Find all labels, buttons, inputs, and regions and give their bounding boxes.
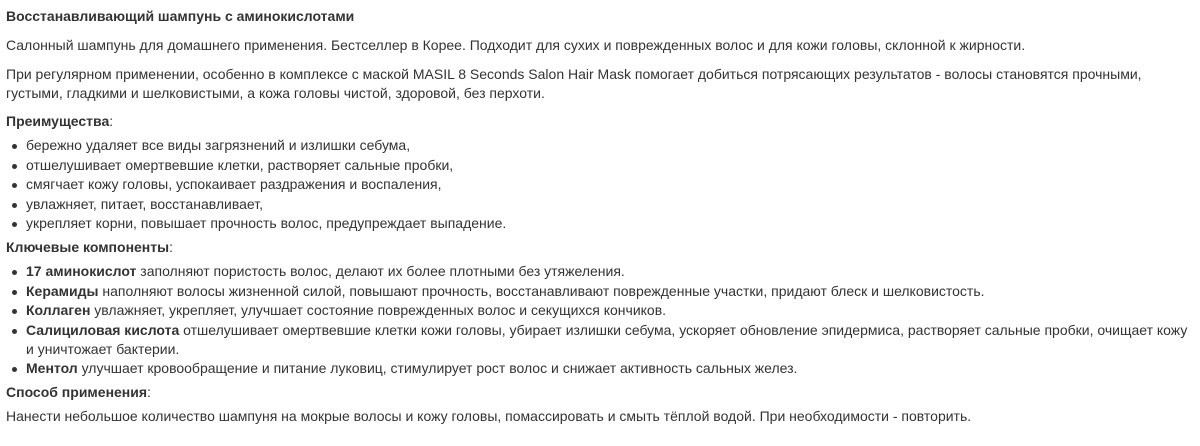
list-item: укрепляет корни, повышает прочность волос, предупреждает выпадение. [26, 214, 1194, 233]
components-list [6, 262, 1194, 378]
components-heading [6, 238, 1194, 257]
intro-paragraph: Салонный шампунь для домашнего применения. Бестселлер в Корее. Подходит для сухих и поврежденных волос и для кожи головы, склонной к жирности. [6, 37, 1026, 53]
component-name: Керамиды [26, 282, 99, 299]
list-item: бережно удаляет все виды загрязнений и излишки себума, [26, 136, 1194, 155]
product-title: Восстанавливающий шампунь с аминокислотами [6, 8, 355, 24]
benefits-heading-colon: : [109, 113, 114, 129]
component-text: отшелушивает омертвевшие клетки кожи головы, убирает излишки себума, ускоряет обновление эпидермиса, растворяет сальные пробки, очищает кожу и уничтожает бактерии. [26, 321, 1188, 357]
component-name: 17 аминокислот [26, 263, 137, 279]
components-heading-colon: : [169, 239, 173, 255]
benefits-heading-label: Преимущества [6, 113, 110, 129]
component-name: Салициловая кислота [26, 321, 180, 338]
list-item [26, 321, 1194, 359]
list-item [26, 359, 1194, 378]
usage-heading-label: Способ применения [6, 384, 148, 400]
component-name: Коллаген [26, 302, 91, 318]
list-item: смягчает кожу головы, успокаивает раздражения и воспаления, [26, 175, 1194, 194]
benefits-heading [6, 112, 1194, 131]
component-text: заполняют пористость волос, делают их более плотными без утяжеления. [136, 263, 625, 279]
list-item [26, 262, 1194, 281]
list-item [26, 282, 1194, 301]
component-text: наполняют волосы жизненной силой, повышают прочность, восстанавливают поврежденные участки, придают блеск и шелковистость. [98, 282, 985, 299]
components-heading-label: Ключевые компоненты [6, 239, 170, 255]
list-item: увлажняет, питает, восстанавливает, [26, 195, 1194, 214]
description-paragraph: При регулярном применении, особенно в комплексе с маской MASIL 8 Seconds Salon Hair Mask помогает добиться потрясающих результатов - волосы становятся прочными, густыми, гладкими и шелковистыми, а кожа головы чистой, здоровой, без перхоти. [6, 66, 1142, 101]
list-item: отшелушивает омертвевшие клетки, растворяет сальные пробки, [26, 156, 1194, 175]
usage-paragraph: Нанести небольшое количество шампуня на мокрые волосы и кожу головы, помассировать и смыть тёплой водой. При необходимости - повторить. [6, 408, 972, 424]
benefits-list [6, 136, 1194, 233]
component-text: увлажняет, укрепляет, улучшает состояние поврежденных волос и секущихся кончиков. [90, 302, 667, 318]
usage-heading [6, 383, 1194, 402]
component-name: Ментол [26, 360, 78, 376]
component-text: улучшает кровообращение и питание луковиц, стимулирует рост волос и снижает активность сальных желез. [77, 360, 798, 376]
usage-heading-colon: : [147, 384, 151, 400]
list-item [26, 301, 1194, 320]
